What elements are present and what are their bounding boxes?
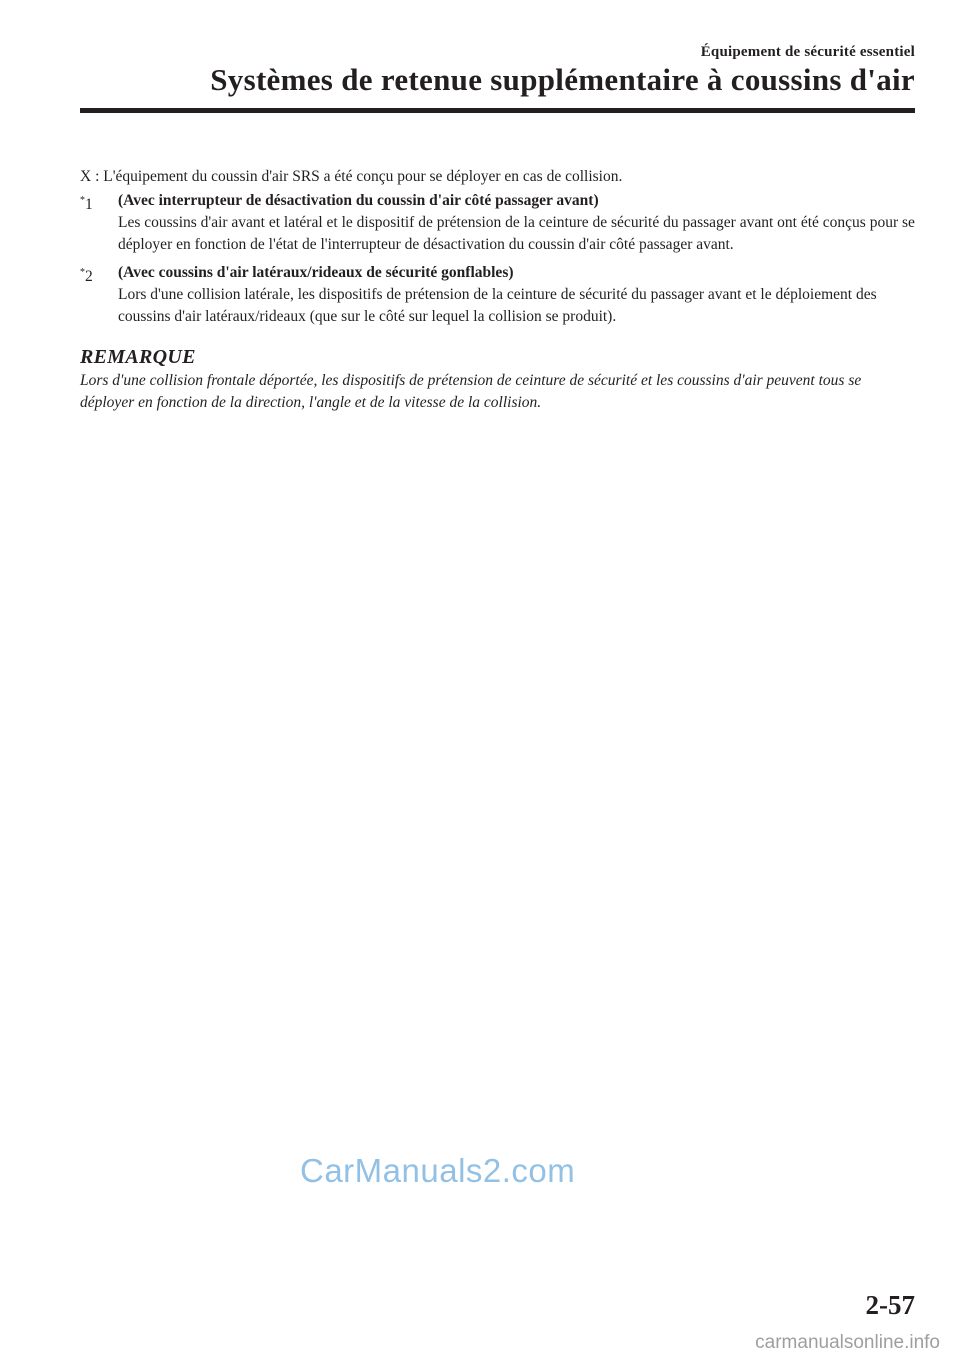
main-content [80, 166, 915, 414]
watermark-carmanuals2: CarManuals2.com [300, 1152, 576, 1189]
footnote-2 [80, 262, 915, 328]
title-divider [80, 108, 915, 113]
footnote-marker [80, 190, 118, 256]
footnote-text: Lors d'une collision latérale, les dispositifs de prétension de la ceinture de sécurité du passager avant et le déploiement des coussins d'air latéraux/rideaux (que sur le côté sur lequel la collision se produit). [118, 286, 877, 325]
footnote-heading: (Avec interrupteur de désactivation du coussin d'air côté passager avant) [118, 192, 599, 209]
remark-heading: REMARQUE [80, 346, 196, 368]
footnote-marker [80, 262, 118, 328]
footnote-body [118, 190, 915, 256]
x-note: X : L'équipement du coussin d'air SRS a été conçu pour se déployer en cas de collision. [80, 168, 623, 185]
section-label: Équipement de sécurité essentiel [700, 44, 915, 60]
footnote-number: 2 [85, 268, 93, 285]
footnote-1 [80, 190, 915, 256]
watermark-carmanualsonline: carmanualsonline.info [755, 1332, 940, 1353]
footnote-text: Les coussins d'air avant et latéral et le dispositif de prétension de la ceinture de sécurité du passager avant ont été conçus pour se déployer en fonction de l'état de l'interrupteur de désactivation du coussin d'air côté passager avant. [118, 214, 915, 253]
footnote-heading: (Avec coussins d'air latéraux/rideaux de sécurité gonflables) [118, 264, 514, 281]
footnote-star: * [80, 195, 85, 206]
page-title: Systèmes de retenue supplémentaire à coussins d'air [210, 62, 915, 97]
footnote-number: 1 [85, 196, 93, 213]
footnote-star: * [80, 267, 85, 278]
footnote-body [118, 262, 915, 328]
remark-text: Lors d'une collision frontale déportée, les dispositifs de prétension de ceinture de sécurité et les coussins d'air peuvent tous se déployer en fonction de la direction, l'angle et de la vitesse de la collision. [80, 372, 862, 411]
page-number: 2-57 [865, 1290, 915, 1320]
